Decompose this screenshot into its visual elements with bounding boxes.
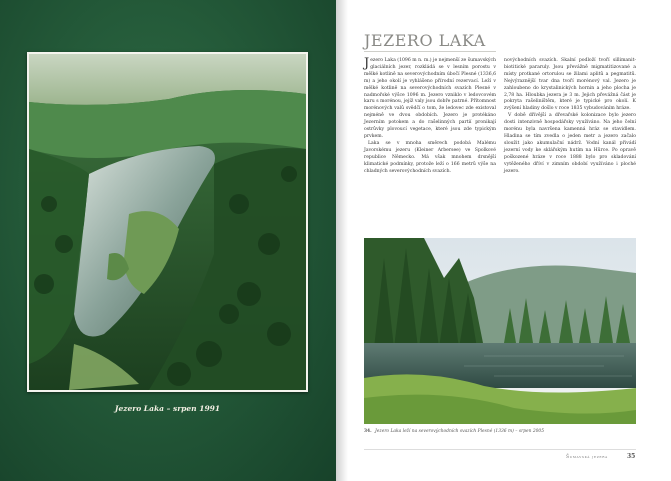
aerial-lake-image (29, 54, 306, 390)
lake-shore-image (364, 238, 636, 424)
page-title: JEZERO LAKA (364, 31, 486, 50)
paragraph: V době dřívější a dřevařské kolonizace bylo jezero dosti intenzivně hospodářsky využíváno. Na jeho čelní morénu byla navršena kamenná hráz se stavidlem. Hladina se tím zvedla o jeden metr a jezero začalo sloužit jako akumulační nádrž. Vodní kanál přivádí jezerní vody ke sklářským hutím na Hůrce. Po opravě poškozené hráze v roce 1888 bylo pro skladování vytěženého dříví v zimním období využíváno i ploché jezero. (504, 113, 636, 174)
footer-rule (364, 449, 636, 450)
paragraph: ezero Laka (1096 m n. m.) je nejmenší ze šumavských glaciálních jezer, rozkládá se v lesním porostu v mělké kotlině na severovýchodním úbočí Plesné (1336,6 m) a jeho okolí je vyhlášeno přírodní rezervací. Leží v mělké kotlině na severovýchodních svazích Plesné v nadmořské výšce 1096 m. Jezero vzniklo v ledovcovém karu s morénou, jejíž valy jsou dobře patrné. Přítomnost morénových valů svědčí o tom, že ledovec zde existoval nejméně ve dvou obdobích. Jezero je protékáno Jezerním potokem a do rašelinných partií pronikají ostrůvky plovoucí vegetace, které jsou zde typickým prvkem. (364, 58, 496, 139)
running-head: Šumavská jezera (566, 455, 608, 460)
right-photo-caption (364, 429, 636, 434)
left-photo (27, 52, 308, 392)
paragraph: Laka se v mnoha směrech podobá Malému Javorskému jezeru (Kleiner Arbersee) ve Spolkové republice Německo. Má však mnohem drsnější klimatické podmínky, protože leží o 166 metrů výše na chladných severovýchodních svazích. (364, 140, 496, 174)
caption-number: 34. (364, 429, 372, 434)
drop-cap: J (364, 56, 370, 71)
left-photo-caption: Jezero Laka – srpen 1991 (114, 404, 221, 413)
title-rule (364, 51, 496, 52)
text-column-1 (364, 58, 496, 254)
right-photo (364, 238, 636, 424)
paragraph: novýchodních svazích. Skalní podloží tvoří sillimanit-biotitické pararuly. Jsou převážně migmatitizované a místy protkané ortorulou se žilami aplitů a pegmatitů. Nejvýraznější tvar dna tvoří morénový val. Jezero je zahloubeno do krystalinických hornin a jeho plocha je 2,78 ha. Hloubka jezera je 3 m. Jejich převážná část je pokryta rašeliništěm, které je typické pro okolí. K zvýšení hladiny došlo v roce 1835 vybudováním hráze. (504, 58, 636, 112)
page-number: 35 (627, 453, 636, 460)
text-column-2 (504, 58, 636, 254)
caption-text: Jezero Laka leží na severovýchodních svazích Plesné (1336 m) – srpen 2005 (375, 429, 544, 434)
